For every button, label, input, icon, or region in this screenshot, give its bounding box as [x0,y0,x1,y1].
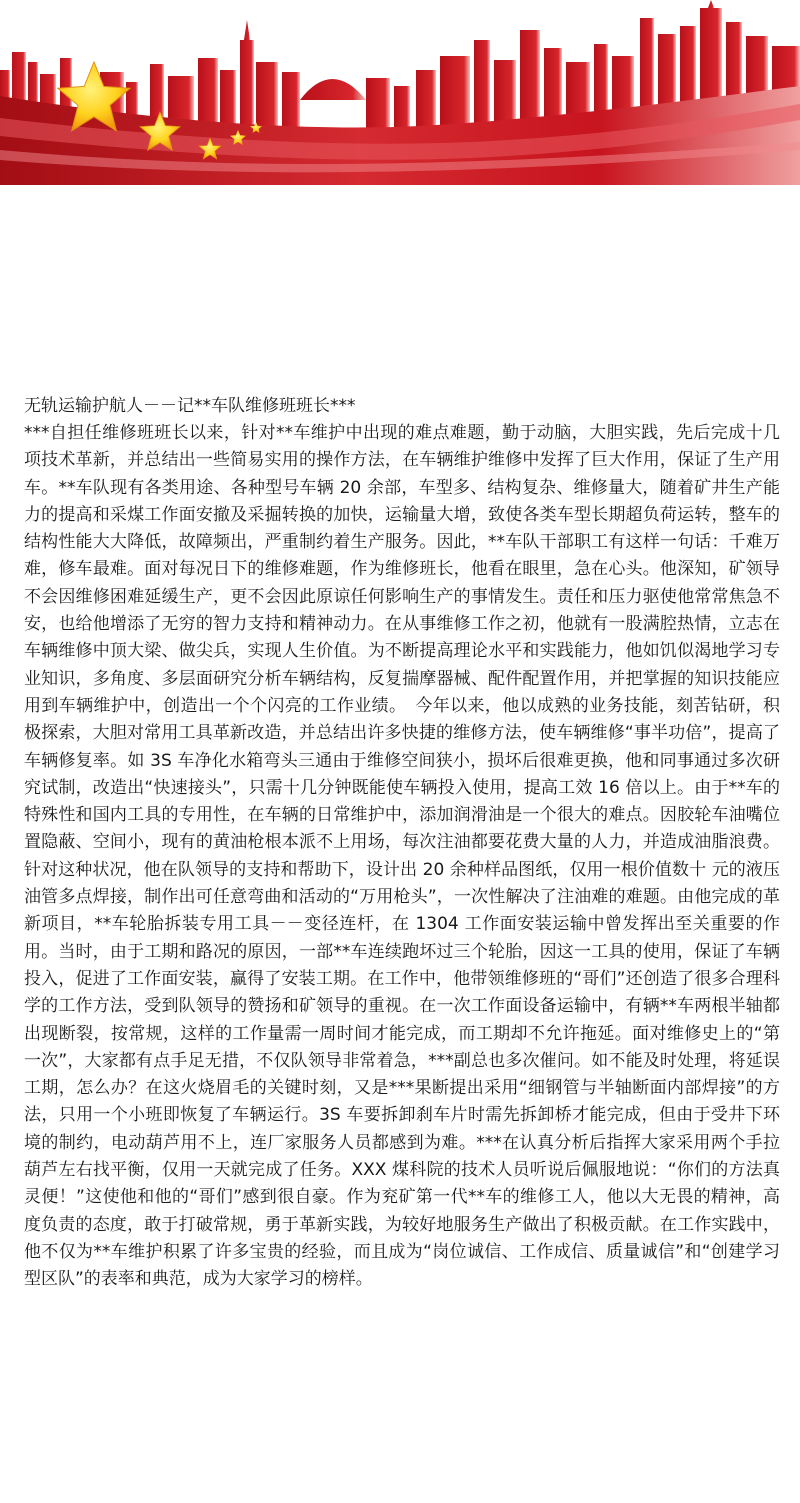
document-body: ***自担任维修班班长以来，针对**车维护中出现的难点难题，勤于动脑，大胆实践，先后完成十几项技术革新，并总结出一些简易实用的操作方法，在车辆维护维修中发挥了巨大作用，保证了生产用车。**车队现有各类用途、各种型号车辆 20 余部，车型多、结构复杂、维修量大，随着矿井生产能力的提高和采煤工作面安撤及采掘转换的加快，运输量大增，致使各类车型长期超负荷运转，整车的结构性能大大降低，故障频出，严重制约着生产服务。因此，**车队干部职工有这样一句话：千难万难，修车最难。面对每况日下的维修难题，作为维修班长，他看在眼里，急在心头。他深知，矿领导不会因维修困难延缓生产，更不会因此原谅任何影响生产的事情发生。责任和压力驱使他常常焦急不安，也给他增添了无穷的智力支持和精神动力。在从事维修工作之初，他就有一股满腔热情，立志在车辆维修中顶大梁、做尖兵，实现人生价值。为不断提高理论水平和实践能力，他如饥似渴地学习专业知识，多角度、多层面研究分析车辆结构，反复揣摩器械、配件配置作用，并把掌握的知识技能应用到车辆维护中，创造出一个个闪亮的工作业绩。 今年以来，他以成熟的业务技能，刻苦钻研，积极探索，大胆对常用工具革新改造，并总结出许多快捷的维修方法，使车辆维修“事半功倍”，提高了车辆修复率。如 3S 车净化水箱弯头三通由于维修空间狭小，损坏后很难更换，他和同事通过多次研究试制，改造出“快速接头”，只需十几分钟既能使车辆投入使用，提高工效 16 倍以上。由于**车的特殊性和国内工具的专用性，在车辆的日常维护中，添加润滑油是一个很大的难点。因胶轮车油嘴位置隐蔽、空间小，现有的黄油枪根本派不上用场，每次注油都要花费大量的人力，并造成油脂浪费。针对这种状况，他在队领导的支持和帮助下，设计出 20 余种样品图纸，仅用一根价值数十 元的液压油管多点焊接，制作出可任意弯曲和活动的“万用枪头”，一次性解决了注油难的难题。由他完成的革新项目，**车轮胎拆装专用工具－－变径连杆，在 1304 工作面安装运输中曾发挥出至关重要的作用。当时，由于工期和路况的原因，一部**车连续跑坏过三个轮胎，因这一工具的使用，保证了车辆投入，促进了工作面安装，赢得了安装工期。在工作中，他带领维修班的“哥们”还创造了很多合理科学的工作方法，受到队领导的赞扬和矿领导的重视。在一次工作面设备运输中，有辆**车两根半轴都出现断裂，按常规，这样的工作量需一周时间才能完成，而工期却不允许拖延。面对维修史上的“第一次”，大家都有点手足无措，不仅队领导非常着急，***副总也多次催问。如不能及时处理，将延误工期，怎么办？在这火烧眉毛的关键时刻，又是***果断提出采用“细钢管与半轴断面内部焊接”的方法，只用一个小班即恢复了车辆运行。3S 车要拆卸刹车片时需先拆卸桥才能完成，但由于受井下环境的制约，电动葫芦用不上，连厂家服务人员都感到为难。***在认真分析后指挥大家采用两个手拉葫芦左右找平衡，仅用一天就完成了任务。XXX 煤科院的技术人员听说后佩服地说：“你们的方法真灵便！”这使他和他的“哥们”感到很自豪。作为兖矿第一代**车的维修工人，他以大无畏的精神，高度负责的态度，敢于打破常规，勇于革新实践，为较好地服务生产做出了积极贡献。在工作实践中，他不仅为**车维护积累了许多宝贵的经验，而且成为“岗位诚信、工作成信、质量诚信”和“创建学习型区队”的表率和典范，成为大家学习的榜样。 [24,423,780,1290]
header-banner [0,0,800,185]
document-title: 无轨运输护航人－－记**车队维修班班长*** [24,396,356,416]
document [24,393,780,1294]
